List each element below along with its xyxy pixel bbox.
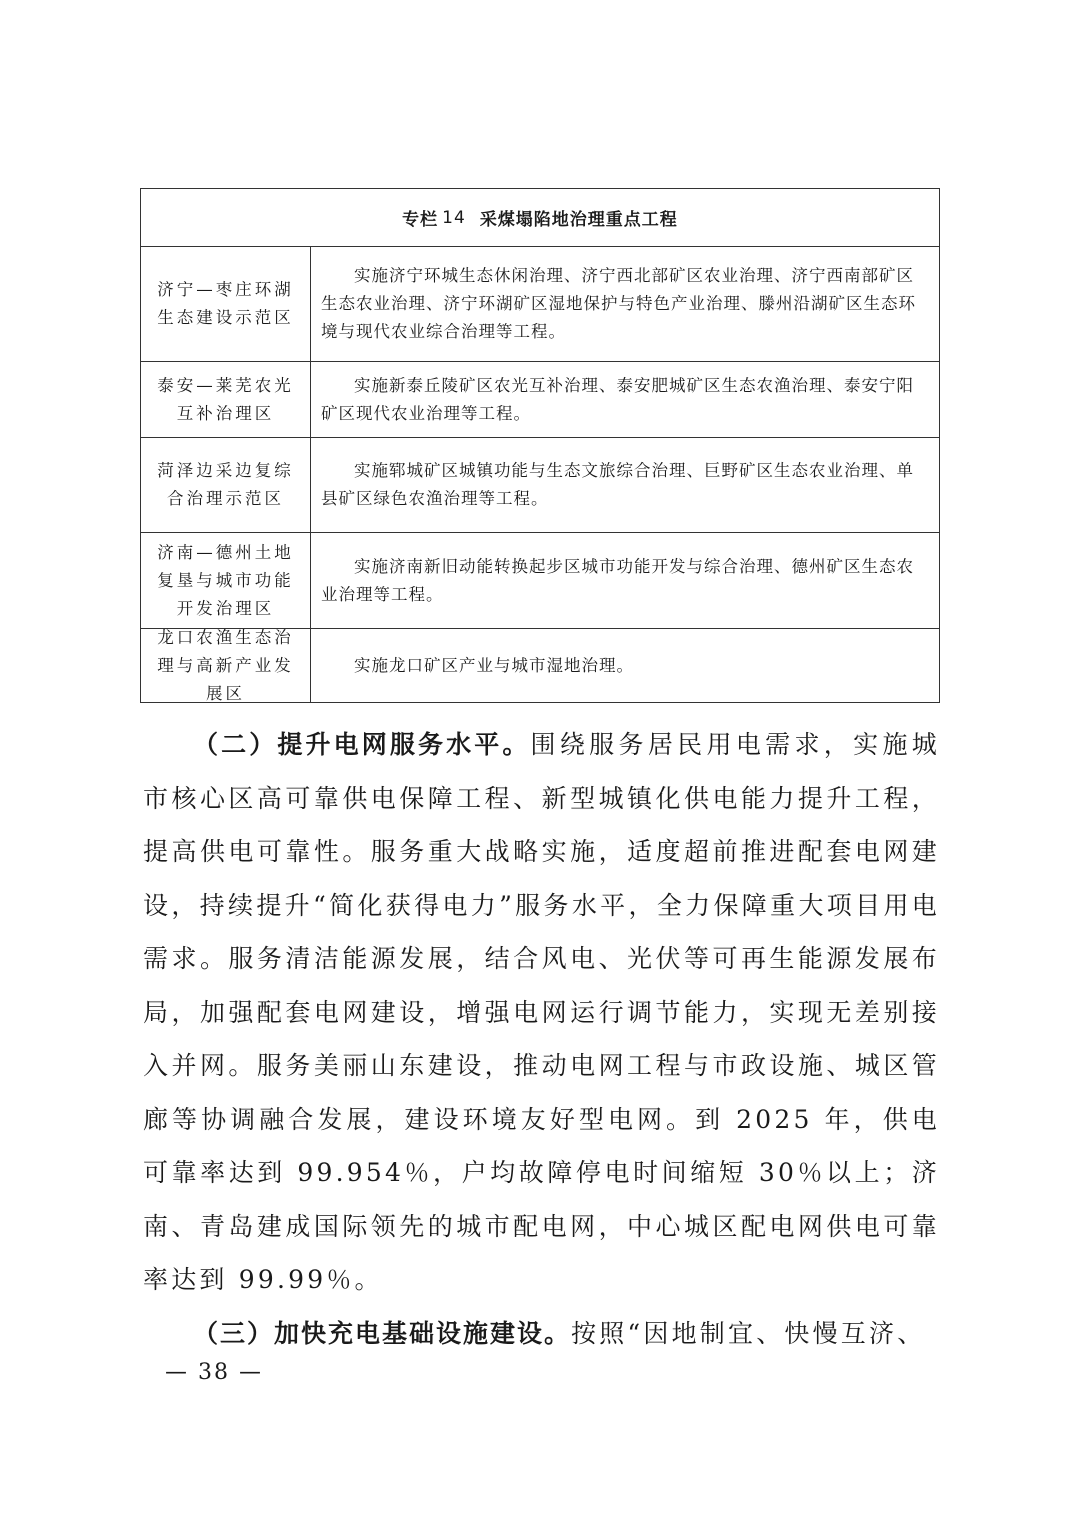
box-label: 专栏: [402, 210, 439, 230]
body-text: [143, 718, 940, 1360]
box-number: 14: [442, 207, 466, 228]
table-row: [141, 533, 939, 629]
feature-box: [140, 188, 940, 703]
page-number: — 38 —: [165, 1360, 263, 1385]
table-row: [141, 629, 939, 703]
paragraph-grid-service: [143, 718, 940, 1307]
paragraph-charging: [143, 1307, 940, 1361]
zone-content: 实施济宁环城生态休闲治理、济宁西北部矿区农业治理、济宁西南部矿区生态农业治理、济宁环湖矿区湿地保护与特色产业治理、滕州沿湖矿区生态环境与现代农业综合治理等工程。: [321, 266, 916, 341]
table-row: [141, 362, 939, 438]
section-heading: （二）提升电网服务水平。: [193, 730, 531, 759]
zone-name: 济南—德州土地复垦与城市功能开发治理区: [141, 533, 311, 628]
zone-name: 济宁—枣庄环湖生态建设示范区: [141, 247, 311, 361]
table-row: [141, 438, 939, 533]
section-text: 围绕服务居民用电需求，实施城市核心区高可靠供电保障工程、新型城镇化供电能力提升工程，提高供电可靠性。服务重大战略实施，适度超前推进配套电网建设，持续提升“简化获得电力”服务水平，全力保障重大项目用电需求。服务清洁能源发展，结合风电、光伏等可再生能源发展布局，加强配套电网建设，增强电网运行调节能力，实现无差别接入并网。服务美丽山东建设，推动电网工程与市政设施、城区管廊等协调融合发展，建设环境友好型电网。到 2025 年，供电可靠率达到 99.954％，户均故障停电时间缩短 30％以上；济南、青岛建成国际领先的城市配电网，中心城区配电网供电可靠率达到 99.99％。: [143, 730, 940, 1294]
table-row: [141, 247, 939, 362]
box-heading: 采煤塌陷地治理重点工程: [479, 210, 678, 230]
zone-content: 实施济南新旧动能转换起步区城市功能开发与综合治理、德州矿区生态农业治理等工程。: [321, 556, 914, 604]
box-title: [141, 189, 939, 247]
zone-content: 实施龙口矿区产业与城市湿地治理。: [354, 656, 634, 675]
zone-name: 菏泽边采边复综合治理示范区: [141, 438, 311, 532]
zone-content: 实施郓城矿区城镇功能与生态文旅综合治理、巨野矿区生态农业治理、单县矿区绿色农渔治理等工程。: [321, 461, 914, 508]
zone-name: 龙口农渔生态治理与高新产业发展区: [141, 629, 311, 703]
section-heading: （三）加快充电基础设施建设。: [193, 1318, 572, 1348]
zone-content: 实施新泰丘陵矿区农光互补治理、泰安肥城矿区生态农渔治理、泰安宁阳矿区现代农业治理等工程。: [321, 375, 914, 423]
section-text: 按照“因地制宜、快慢互济、: [571, 1318, 926, 1348]
zone-name: 泰安—莱芜农光互补治理区: [141, 362, 311, 437]
